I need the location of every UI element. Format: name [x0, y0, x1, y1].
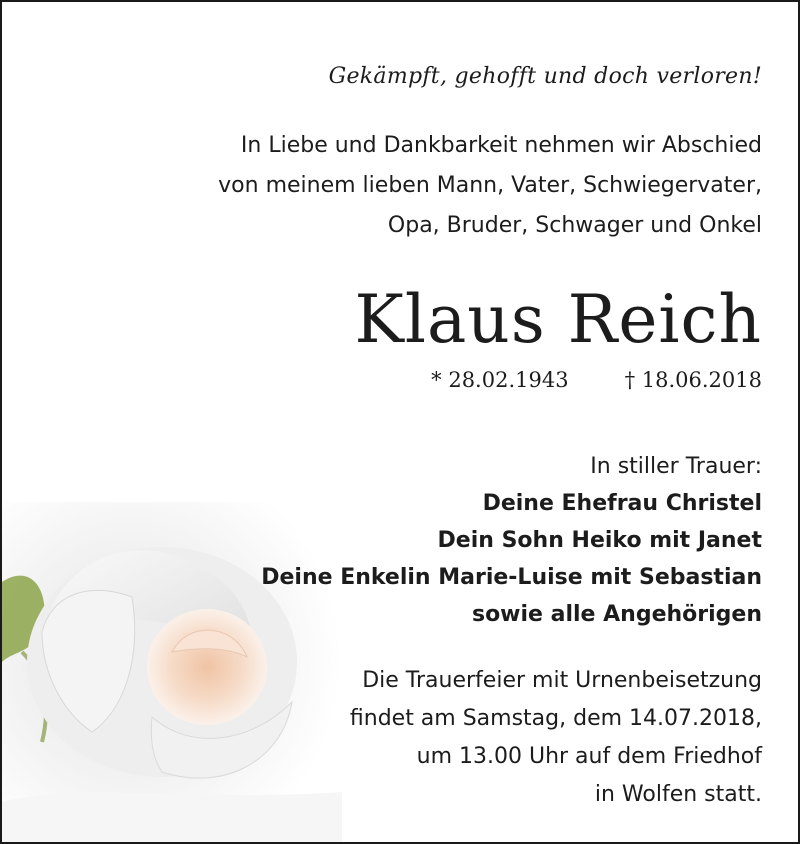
deceased-name: Klaus Reich: [354, 281, 762, 358]
funeral-line: um 13.00 Uhr auf dem Friedhof: [416, 744, 762, 769]
funeral-details: [350, 662, 762, 814]
mourner: Deine Ehefrau Christel: [482, 491, 762, 516]
mourners-block: [261, 448, 762, 633]
death-date: † 18.06.2018: [624, 368, 762, 392]
mourner: sowie alle Angehörigen: [471, 602, 762, 627]
funeral-line: Die Trauerfeier mit Urnenbeisetzung: [362, 668, 762, 693]
funeral-line: findet am Samstag, dem 14.07.2018,: [349, 706, 762, 731]
motto: Gekämpft, gehofft und doch verloren!: [328, 64, 762, 89]
mourner: Dein Sohn Heiko mit Janet: [437, 528, 762, 553]
farewell-line: von meinem lieben Mann, Vater, Schwiegervater,: [218, 173, 762, 198]
farewell-text: [218, 126, 762, 246]
mourning-intro: In stiller Trauer:: [590, 454, 762, 479]
mourner: Deine Enkelin Marie-Luise mit Sebastian: [261, 565, 762, 590]
funeral-line: in Wolfen statt.: [594, 782, 762, 807]
life-dates: [431, 368, 762, 392]
farewell-line: In Liebe und Dankbarkeit nehmen wir Abschied: [240, 133, 762, 158]
birth-date: * 28.02.1943: [431, 368, 569, 392]
farewell-line: Opa, Bruder, Schwager und Onkel: [387, 213, 762, 238]
